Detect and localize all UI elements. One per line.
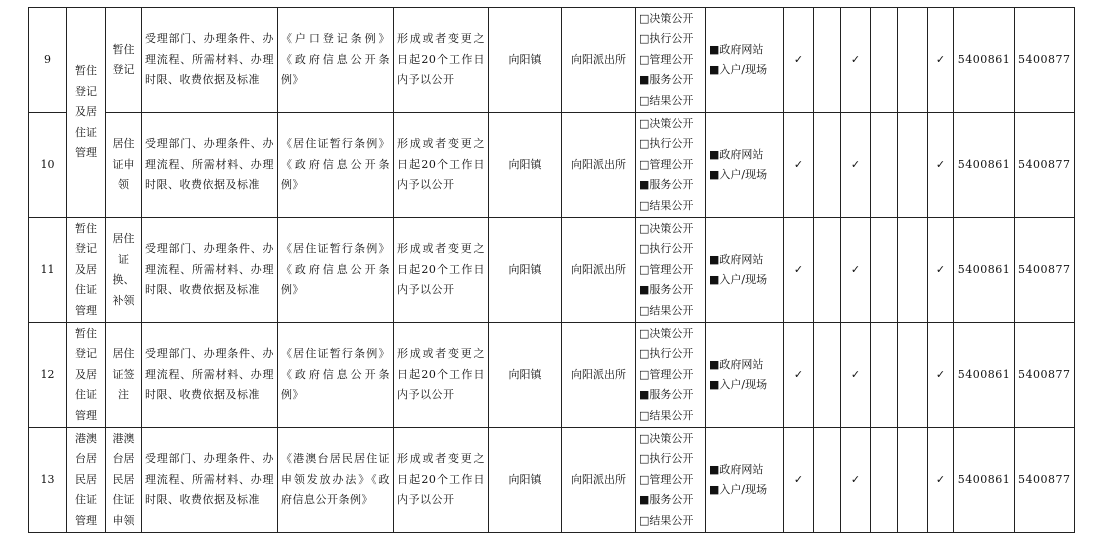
option-execution: □执行公开 [639,137,694,151]
option-result: □结果公开 [639,303,694,317]
level-cell: 向阳镇 [489,428,562,533]
check-mark [814,8,841,113]
item-cell: 居住证换、补领 [106,218,142,323]
option-management: □管理公开 [639,52,694,66]
option-management: □管理公开 [639,472,694,486]
option-result: □结果公开 [639,513,694,527]
disclosure-options [636,323,706,428]
time-cell: 形成或者变更之日起20个工作日内予以公开 [394,323,489,428]
code-cell-1: 5400861 [954,428,1015,533]
option-decision: □决策公开 [639,11,694,25]
check-mark [898,218,928,323]
level-cell: 向阳镇 [489,218,562,323]
channel-website: ■政府网站 [709,252,764,266]
option-service: ■服务公开 [639,388,694,402]
channel-onsite: ■入户/现场 [709,273,768,286]
body-cell: 向阳派出所 [562,323,636,428]
row-number: 9 [29,8,67,113]
body-cell: 向阳派出所 [562,113,636,218]
item-cell: 港澳台居民居住证申领 [106,428,142,533]
disclosure-channels [706,323,784,428]
channel-website: ■政府网站 [709,42,764,56]
basis-cell: 《居住证暂行条例》《政府信息公开条例》 [278,218,394,323]
check-mark: ✓ [841,218,871,323]
time-cell: 形成或者变更之日起20个工作日内予以公开 [394,218,489,323]
check-mark: ✓ [928,323,954,428]
check-mark: ✓ [784,218,814,323]
time-cell: 形成或者变更之日起20个工作日内予以公开 [394,8,489,113]
disclosure-options [636,428,706,533]
check-mark [871,323,898,428]
disclosure-channels [706,218,784,323]
check-mark: ✓ [784,428,814,533]
option-service: ■服务公开 [639,493,694,507]
check-mark: ✓ [784,8,814,113]
code-cell-2: 5400877 [1015,113,1075,218]
option-management: □管理公开 [639,157,694,171]
option-management: □管理公开 [639,262,694,276]
code-cell-1: 5400861 [954,8,1015,113]
row-number: 12 [29,323,67,428]
code-cell-1: 5400861 [954,113,1015,218]
category-cell: 暂住登记及居住证管理 [67,218,106,323]
time-cell: 形成或者变更之日起20个工作日内予以公开 [394,428,489,533]
code-cell-2: 5400877 [1015,8,1075,113]
check-mark [814,113,841,218]
item-cell: 暂住登记 [106,8,142,113]
row-number: 11 [29,218,67,323]
check-mark: ✓ [841,8,871,113]
check-mark: ✓ [928,8,954,113]
content-cell: 受理部门、办理条件、办理流程、所需材料、办理时限、收费依据及标准 [142,218,278,323]
code-cell-2: 5400877 [1015,428,1075,533]
check-mark: ✓ [841,113,871,218]
level-cell: 向阳镇 [489,113,562,218]
table-row [29,428,1075,533]
channel-website: ■政府网站 [709,147,764,161]
option-execution: □执行公开 [639,242,694,256]
code-cell-2: 5400877 [1015,323,1075,428]
option-execution: □执行公开 [639,347,694,361]
item-cell: 居住证签注 [106,323,142,428]
check-mark [871,428,898,533]
check-mark [871,8,898,113]
item-cell: 居住证申领 [106,113,142,218]
check-mark: ✓ [841,323,871,428]
time-cell: 形成或者变更之日起20个工作日内予以公开 [394,113,489,218]
check-mark [898,428,928,533]
channel-onsite: ■入户/现场 [709,378,768,391]
content-cell: 受理部门、办理条件、办理流程、所需材料、办理时限、收费依据及标准 [142,8,278,113]
check-mark: ✓ [841,428,871,533]
check-mark [898,113,928,218]
option-management: □管理公开 [639,367,694,381]
check-mark: ✓ [784,113,814,218]
channel-website: ■政府网站 [709,462,764,476]
check-mark [814,218,841,323]
check-mark [814,428,841,533]
row-number: 10 [29,113,67,218]
channel-onsite: ■入户/现场 [709,483,768,496]
check-mark: ✓ [928,218,954,323]
body-cell: 向阳派出所 [562,8,636,113]
channel-website: ■政府网站 [709,357,764,371]
disclosure-options [636,218,706,323]
level-cell: 向阳镇 [489,323,562,428]
disclosure-options [636,113,706,218]
table-row [29,323,1075,428]
content-cell: 受理部门、办理条件、办理流程、所需材料、办理时限、收费依据及标准 [142,323,278,428]
code-cell-2: 5400877 [1015,218,1075,323]
category-cell: 暂住登记及居住证管理 [67,323,106,428]
merged-category-cell: 暂住登记及居住证管理 [67,8,106,218]
row-number: 13 [29,428,67,533]
table-row [29,8,1075,113]
check-mark: ✓ [928,428,954,533]
option-result: □结果公开 [639,198,694,212]
content-cell: 受理部门、办理条件、办理流程、所需材料、办理时限、收费依据及标准 [142,113,278,218]
basis-cell: 《居住证暂行条例》《政府信息公开条例》 [278,323,394,428]
option-decision: □决策公开 [639,431,694,445]
disclosure-channels [706,113,784,218]
channel-onsite: ■入户/现场 [709,168,768,181]
option-decision: □决策公开 [639,116,694,130]
channel-onsite: ■入户/现场 [709,63,768,76]
content-cell: 受理部门、办理条件、办理流程、所需材料、办理时限、收费依据及标准 [142,428,278,533]
option-service: ■服务公开 [639,73,694,87]
check-mark [871,218,898,323]
option-service: ■服务公开 [639,178,694,192]
disclosure-channels [706,8,784,113]
code-cell-1: 5400861 [954,218,1015,323]
code-cell-1: 5400861 [954,323,1015,428]
level-cell: 向阳镇 [489,8,562,113]
disclosure-channels [706,428,784,533]
basis-cell: 《户口登记条例》《政府信息公开条例》 [278,8,394,113]
table-row [29,113,1075,218]
option-decision: □决策公开 [639,221,694,235]
body-cell: 向阳派出所 [562,428,636,533]
check-mark [814,323,841,428]
category-cell: 港澳台居民居住证管理 [67,428,106,533]
check-mark [871,113,898,218]
body-cell: 向阳派出所 [562,218,636,323]
option-execution: □执行公开 [639,452,694,466]
table-row [29,218,1075,323]
check-mark [898,323,928,428]
option-service: ■服务公开 [639,283,694,297]
check-mark [898,8,928,113]
option-result: □结果公开 [639,408,694,422]
disclosure-options [636,8,706,113]
disclosure-table [28,7,1075,533]
option-execution: □执行公开 [639,32,694,46]
basis-cell: 《港澳台居民居住证申领发放办法》《政府信息公开条例》 [278,428,394,533]
option-decision: □决策公开 [639,326,694,340]
check-mark: ✓ [784,323,814,428]
check-mark: ✓ [928,113,954,218]
basis-cell: 《居住证暂行条例》《政府信息公开条例》 [278,113,394,218]
option-result: □结果公开 [639,93,694,107]
